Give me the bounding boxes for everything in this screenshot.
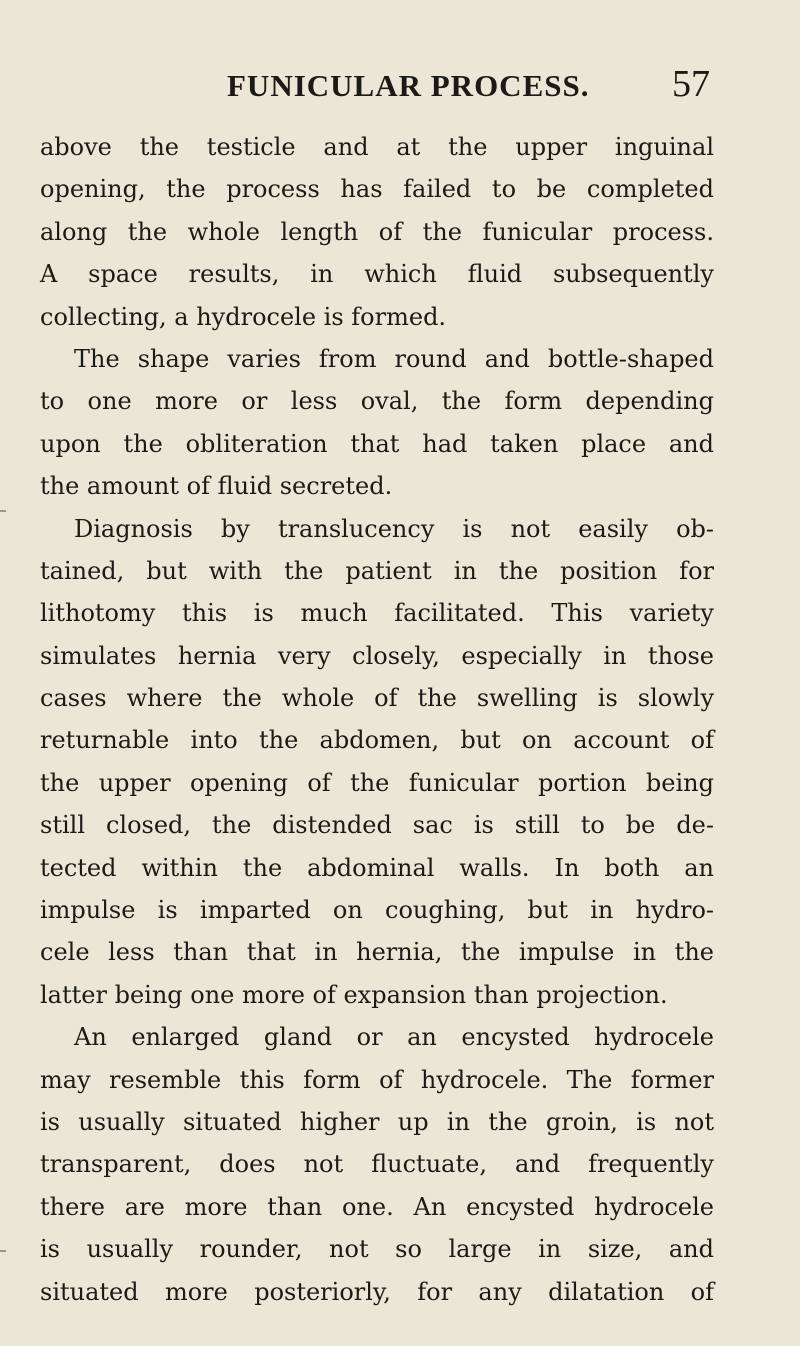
text-line: collecting, a hydrocele is formed. [40,302,447,331]
text-line: is usually rounder, not so large in size, and [40,1235,714,1264]
text-line: along the whole length of the funicular process. [40,217,714,246]
text-line: is usually situated higher up in the groin, is not [40,1107,714,1136]
text-line: An enlarged gland or an encysted hydrocele [74,1023,714,1052]
text-line: The shape varies from round and bottle-shaped [74,344,714,373]
text-line: to one more or less oval, the form depending [40,387,714,416]
text-line: impulse is imparted on coughing, but in hydro- [40,896,714,925]
running-head: FUNICULAR PROCESS. [227,68,590,103]
body-text [40,126,714,1313]
text-line: returnable into the abdomen, but on account of [40,726,714,755]
text-line: cases where the whole of the swelling is slowly [40,684,714,713]
text-line: simulates hernia very closely, especially in those [40,641,714,670]
text-line: cele less than that in hernia, the impulse in the [40,938,714,967]
text-line: opening, the process has failed to be completed [40,175,714,204]
text-line: the upper opening of the funicular portion being [40,768,714,797]
page-edge-mark [0,510,6,512]
text-line: upon the obliteration that had taken place and [40,429,714,458]
text-line: the amount of fluid secreted. [40,472,393,501]
text-line: Diagnosis by translucency is not easily ob- [74,514,714,543]
text-line: may resemble this form of hydrocele. The former [40,1065,714,1094]
text-line: still closed, the distended sac is still to be de- [40,811,714,840]
text-line: latter being one more of expansion than projection. [40,980,668,1009]
text-line: transparent, does not fluctuate, and frequently [40,1150,714,1179]
page-header [0,63,800,106]
text-line: above the testicle and at the upper inguinal [40,133,714,161]
text-line: there are more than one. An encysted hydrocele [40,1192,714,1221]
text-line: situated more posteriorly, for any dilatation of [40,1277,714,1306]
text-line: tected within the abdominal walls. In both an [40,853,714,882]
text-line: tained, but with the patient in the position for [40,556,714,585]
page-edge-mark [0,1250,6,1252]
page-number: 57 [672,63,710,105]
text-line: lithotomy this is much facilitated. This variety [40,599,714,628]
text-line: A space results, in which fluid subsequently [40,260,714,289]
